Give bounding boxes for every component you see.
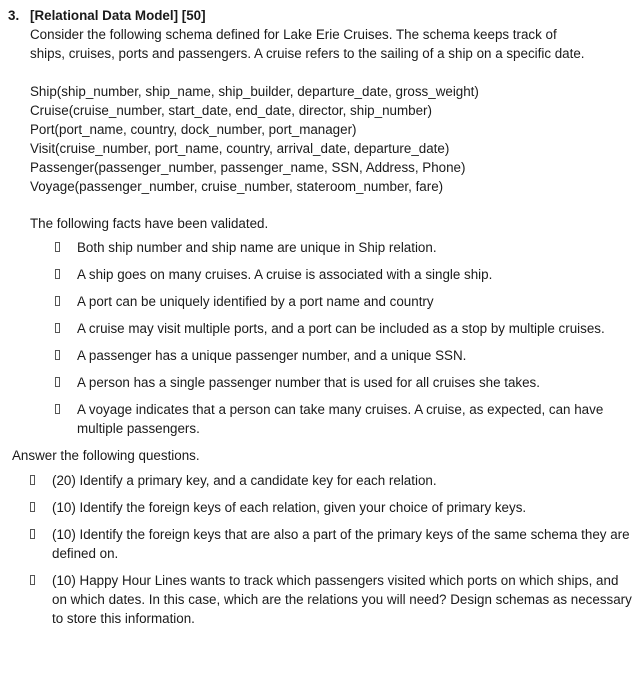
schema-port: Port(port_name, country, dock_number, port_manager)	[30, 122, 357, 137]
fact-text: A person has a single passenger number that is used for all cruises she takes.	[77, 375, 540, 390]
answer-lead: Answer the following questions.	[12, 448, 200, 463]
bullet-box-icon	[30, 475, 35, 485]
bullet-box-icon	[55, 350, 60, 360]
schema-ship: Ship(ship_number, ship_name, ship_builder, departure_date, gross_weight)	[30, 84, 479, 99]
question-title: [Relational Data Model] [50]	[30, 8, 206, 23]
bullet-box-icon	[55, 296, 60, 306]
fact-text: Both ship number and ship name are unique in Ship relation.	[77, 240, 437, 255]
question-block	[8, 6, 633, 636]
fact-text: A passenger has a unique passenger number, and a unique SSN.	[77, 348, 467, 363]
sub-question-item	[8, 498, 633, 517]
facts-list	[30, 238, 633, 438]
question-header	[8, 6, 633, 25]
sub-question-text: (20) Identify a primary key, and a candidate key for each relation.	[52, 473, 437, 488]
fact-text: A ship goes on many cruises. A cruise is associated with a single ship.	[77, 267, 493, 282]
bullet-box-icon	[55, 323, 60, 333]
schema-cruise: Cruise(cruise_number, start_date, end_date, director, ship_number)	[30, 103, 432, 118]
fact-text: A voyage indicates that a person can take many cruises. A cruise, as expected, can have multiple passengers.	[77, 402, 604, 436]
sub-question-list	[8, 471, 633, 628]
question-intro: Consider the following schema defined for Lake Erie Cruises. The schema keeps track of ships, cruises, ports and passengers. A cruise refers to the sailing of a ship on a specific date.	[30, 27, 585, 61]
schema-list	[30, 82, 633, 196]
fact-item	[30, 373, 633, 392]
fact-item	[30, 238, 633, 257]
bullet-box-icon	[30, 529, 35, 539]
schema-passenger: Passenger(passenger_number, passenger_name, SSN, Address, Phone)	[30, 160, 466, 175]
sub-question-item	[8, 525, 633, 563]
fact-item	[30, 292, 633, 311]
question-body	[30, 25, 633, 438]
fact-item	[30, 346, 633, 365]
bullet-box-icon	[30, 502, 35, 512]
sub-question-text: (10) Identify the foreign keys that are also a part of the primary keys of the same schema they are defined on.	[52, 527, 630, 561]
bullet-box-icon	[30, 575, 35, 585]
fact-item	[30, 265, 633, 284]
question-number: 3.	[8, 8, 20, 23]
bullet-box-icon	[55, 377, 60, 387]
sub-question-text: (10) Happy Hour Lines wants to track which passengers visited which ports on which ships, and on which dates. In this case, which are the relations you will need? Design schemas as necessary to store this information.	[52, 573, 632, 626]
sub-question-item	[8, 571, 633, 628]
fact-text: A cruise may visit multiple ports, and a port can be included as a stop by multiple cruises.	[77, 321, 605, 336]
bullet-box-icon	[55, 242, 60, 252]
sub-question-item	[8, 471, 633, 490]
fact-item	[30, 400, 633, 438]
schema-voyage: Voyage(passenger_number, cruise_number, stateroom_number, fare)	[30, 179, 444, 194]
fact-text: A port can be uniquely identified by a port name and country	[77, 294, 434, 309]
bullet-box-icon	[55, 404, 60, 414]
facts-lead: The following facts have been validated.	[30, 216, 269, 231]
sub-question-text: (10) Identify the foreign keys of each relation, given your choice of primary keys.	[52, 500, 527, 515]
schema-visit: Visit(cruise_number, port_name, country, arrival_date, departure_date)	[30, 141, 450, 156]
bullet-box-icon	[55, 269, 60, 279]
fact-item	[30, 319, 633, 338]
